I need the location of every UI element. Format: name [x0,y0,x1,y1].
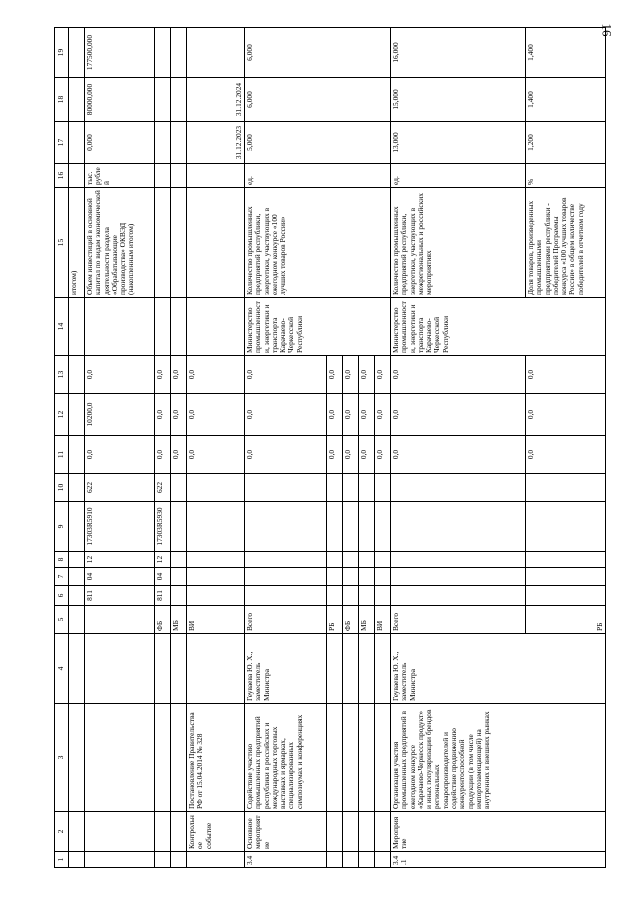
cell-control-event: Контрольное событие [187,812,245,852]
cell-value: 1,200 [526,122,606,164]
cell-type: Основное мероприятие [245,812,327,852]
cell-value: 0,0 [85,356,155,394]
cell-source: РБ [526,606,606,634]
cell-source: ФБ [343,606,359,634]
cell-value: 0,0 [155,394,171,436]
cell-value: 0,0 [391,356,526,394]
header-row [55,28,69,868]
cell-value: 15,000 [391,78,526,122]
cell-value: 0,0 [245,436,327,474]
program-table [54,27,606,868]
cell-value: 0,0 [359,356,375,394]
table-row [69,28,85,868]
cell-unit: тыс. рублей [85,164,155,188]
cell-value: 0,0 [391,436,526,474]
header-cell: 14 [55,298,69,356]
header-cell: 18 [55,78,69,122]
table-sheet [54,28,604,868]
cell-value: 16,000 [391,28,526,78]
cell-value: 0,0 [375,436,391,474]
header-cell: 11 [55,436,69,474]
cell-source: МБ [359,606,375,634]
cell-date: 31.12.2023 [187,122,245,164]
cell-value: 1,400 [526,28,606,78]
cell-pr: 12 [85,552,155,568]
cell-value: 6,000 [245,28,391,78]
cell-value: 10200,0 [85,394,155,436]
cell-csr: 17303R5910 [85,502,155,552]
header-cell: 10 [55,474,69,502]
cell-unit: ед. [245,164,391,188]
cell-value: 0,0 [343,394,359,436]
cell-source: Всего [391,606,526,634]
cell-value: 1,400 [526,78,606,122]
table-row [391,28,526,868]
cell-value: 0,0 [327,436,343,474]
cell-responsible: Геуваева Ю. Х., заместитель Министра [391,634,606,704]
header-cell: 8 [55,552,69,568]
cell-value: 0,0 [343,356,359,394]
header-cell: 6 [55,586,69,606]
cell-value: 0,0 [359,394,375,436]
header-cell: 9 [55,502,69,552]
cell-value: 0,0 [375,394,391,436]
header-cell: 4 [55,634,69,704]
cell-type: Мероприятие [391,812,606,852]
cell-source: МБ [171,606,187,634]
cell-unit: ед. [391,164,526,188]
cell-value: 0,0 [245,394,327,436]
cell-value: 0,0 [391,394,526,436]
header-cell: 5 [55,606,69,634]
cell-value: 0,0 [526,394,606,436]
cell-unit: % [526,164,606,188]
cell-value: 0,0 [245,356,327,394]
cell-rz: 04 [155,568,171,586]
cell-value: 6,000 [245,78,391,122]
cell-value: 13,000 [391,122,526,164]
table-row [187,28,245,868]
cell-value: 0,0 [171,356,187,394]
table-row [171,28,187,868]
cell-value: 0,0 [155,436,171,474]
cell-vr: 622 [155,474,171,502]
header-cell: 3 [55,704,69,812]
cell-csr: 17303R5930 [155,502,171,552]
cell-source: ВИ [375,606,391,634]
cell-value: 0,0 [187,356,245,394]
cell-number: 3.4.1 [391,852,606,868]
cell-name: Содействие участию промышленных предприятий республики в российских и международных торговых выставках и ярмарках, специализированных симпозиумах и конференциях [245,704,327,812]
header-cell: 15 [55,188,69,298]
cell-pr: 12 [155,552,171,568]
cell-date: 31.12.2024 [187,78,245,122]
cell-value: 0,0 [187,436,245,474]
cell-value: 177500,000 [85,28,155,78]
cell-indicator: Объем инвестиций в основной капитал по видам экономической деятельности раздела «Обрабатывающие производства» ОКВЭД (накопленным итогом) [85,188,155,298]
header-cell: 17 [55,122,69,164]
cell-source: РБ [327,606,343,634]
table-row [245,28,327,868]
cell-value: 0,0 [155,356,171,394]
cell-indicator: итогом) [69,188,85,298]
header-cell: 19 [55,28,69,78]
table-row [85,28,155,868]
cell-decree: Постановление Правительства РФ от 15.04.2014 № 328 [187,704,245,812]
cell-indicator: Количество промышленных предприятий республики, энергетики, участвующих в межрегиональных и российских мероприятиях [391,188,526,298]
header-cell: 16 [55,164,69,188]
cell-vr: 622 [85,474,155,502]
header-cell: 13 [55,356,69,394]
cell-value: 0,0 [85,436,155,474]
header-cell: 7 [55,568,69,586]
cell-value: 0,0 [171,394,187,436]
cell-source: ФБ [155,606,171,634]
page-number: 16 [599,23,615,37]
cell-indicator: Доля товаров, произведенных промышленными предприятиями республики - победителей Программы конкурса «100 лучших товаров России» в общем количестве победителей в отчетном году [526,188,606,298]
cell-name: Организация участия промышленных предприятий в ежегодном конкурсе «Карачаево-Черкесск продукт» и иных популяризации брендов региональных товаропроизводителей и содействие продвижению конкурентоспособной продукции (в том числе импортозамещающей) на внутренних и внешних рынках [391,704,606,812]
cell-responsible: Геуваева Ю. Х., заместитель Министра [245,634,327,704]
cell-value: 0,0 [359,436,375,474]
cell-rz: 04 [85,568,155,586]
cell-executor: Министерство промышленности, энергетики и транспорта Карачаево-Черкесской Республики [245,298,391,356]
table-row [155,28,171,868]
cell-source: ВИ [187,606,245,634]
cell-source: Всего [245,606,327,634]
cell-value: 0,0 [327,394,343,436]
cell-value: 0,0 [327,356,343,394]
cell-grbs: 811 [85,586,155,606]
cell-grbs: 811 [155,586,171,606]
cell-value: 0,000 [85,122,155,164]
cell-value: 0,0 [526,436,606,474]
header-cell: 1 [55,852,69,868]
cell-value: 0,0 [187,394,245,436]
header-cell: 12 [55,394,69,436]
cell-value: 80000,000 [85,78,155,122]
cell-executor: Министерство промышленности, энергетики и транспорта Карачаево-Черкесской Республики [391,298,606,356]
cell-value: 5,000 [245,122,391,164]
cell-value: 0,0 [171,436,187,474]
cell-value: 0,0 [375,356,391,394]
cell-value: 0,0 [343,436,359,474]
rotated-table-container [54,28,604,868]
cell-indicator: Количество промышленных предприятий республики, энергетики, участвующих в ежегодном конкурсе «100 лучших товаров России» [245,188,391,298]
header-cell: 2 [55,812,69,852]
cell-value: 0,0 [526,356,606,394]
cell-number: 3.4 [245,852,327,868]
